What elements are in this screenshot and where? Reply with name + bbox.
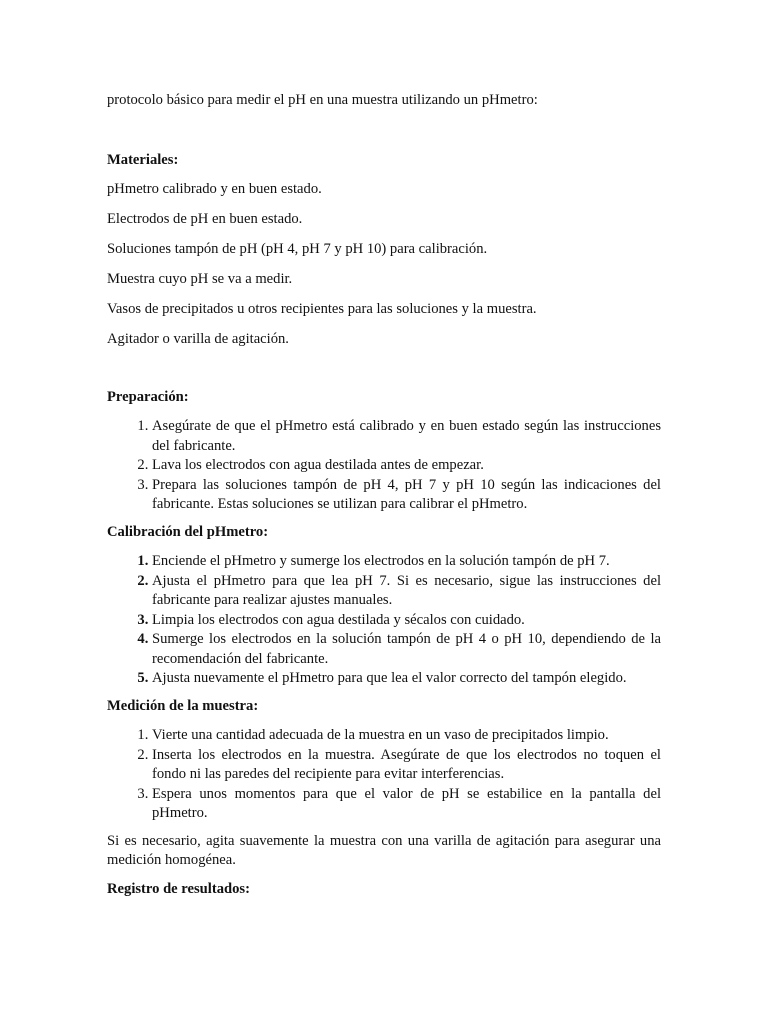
intro-paragraph: protocolo básico para medir el pH en una muestra utilizando un pHmetro: — [107, 92, 538, 108]
document-page — [107, 91, 661, 909]
materials-item: Vasos de precipitados u otros recipientes para las soluciones y la muestra. — [107, 301, 537, 317]
measurement-step: 3. Espera unos momentos para que el valor de pH se estabilice en la pantalla del pHmetro. — [152, 785, 661, 824]
calibration-step: 4. Sumerge los electrodos en la solución tampón de pH 4 o pH 10, dependiendo de la recomendación del fabricante. — [152, 630, 661, 669]
calibration-heading: Calibración del pHmetro: — [107, 523, 269, 540]
preparation-step: 2. Lava los electrodos con agua destilada antes de empezar. — [152, 456, 661, 476]
preparation-list — [107, 417, 661, 515]
measurement-list — [107, 726, 661, 824]
materials-item: Soluciones tampón de pH (pH 4, pH 7 y pH 10) para calibración. — [107, 241, 488, 257]
calibration-step: 5. Ajusta nuevamente el pHmetro para que lea el valor correcto del tampón elegido. — [152, 669, 661, 689]
materials-item: Electrodos de pH en buen estado. — [107, 211, 303, 227]
calibration-step: 1. Enciende el pHmetro y sumerge los electrodos en la solución tampón de pH 7. — [152, 552, 661, 572]
materials-heading: Materiales: — [107, 151, 179, 168]
materials-item: Muestra cuyo pH se va a medir. — [107, 271, 293, 287]
calibration-step: 2. Ajusta el pHmetro para que lea pH 7. Si es necesario, sigue las instrucciones del fabricante para realizar ajustes manuales. — [152, 572, 661, 611]
preparation-heading: Preparación: — [107, 388, 189, 405]
measurement-note: Si es necesario, agita suavemente la muestra con una varilla de agitación para asegurar una medición homogénea. — [107, 832, 661, 868]
materials-item: Agitador o varilla de agitación. — [107, 331, 289, 347]
measurement-step: 2. Inserta los electrodos en la muestra. Asegúrate de que los electrodos no toquen el fondo ni las paredes del recipiente para evitar interferencias. — [152, 746, 661, 785]
measurement-heading: Medición de la muestra: — [107, 697, 259, 714]
results-heading: Registro de resultados: — [107, 880, 250, 897]
materials-item: pHmetro calibrado y en buen estado. — [107, 181, 322, 197]
calibration-step: 3. Limpia los electrodos con agua destilada y sécalos con cuidado. — [152, 611, 661, 631]
preparation-step: 3. Prepara las soluciones tampón de pH 4, pH 7 y pH 10 según las indicaciones del fabricante. Estas soluciones se utilizan para calibrar el pHmetro. — [152, 476, 661, 515]
materials-list — [107, 180, 661, 350]
measurement-step: 1. Vierte una cantidad adecuada de la muestra en un vaso de precipitados limpio. — [152, 726, 661, 746]
preparation-step: 1. Asegúrate de que el pHmetro está calibrado y en buen estado según las instrucciones del fabricante. — [152, 417, 661, 456]
calibration-list — [107, 552, 661, 689]
